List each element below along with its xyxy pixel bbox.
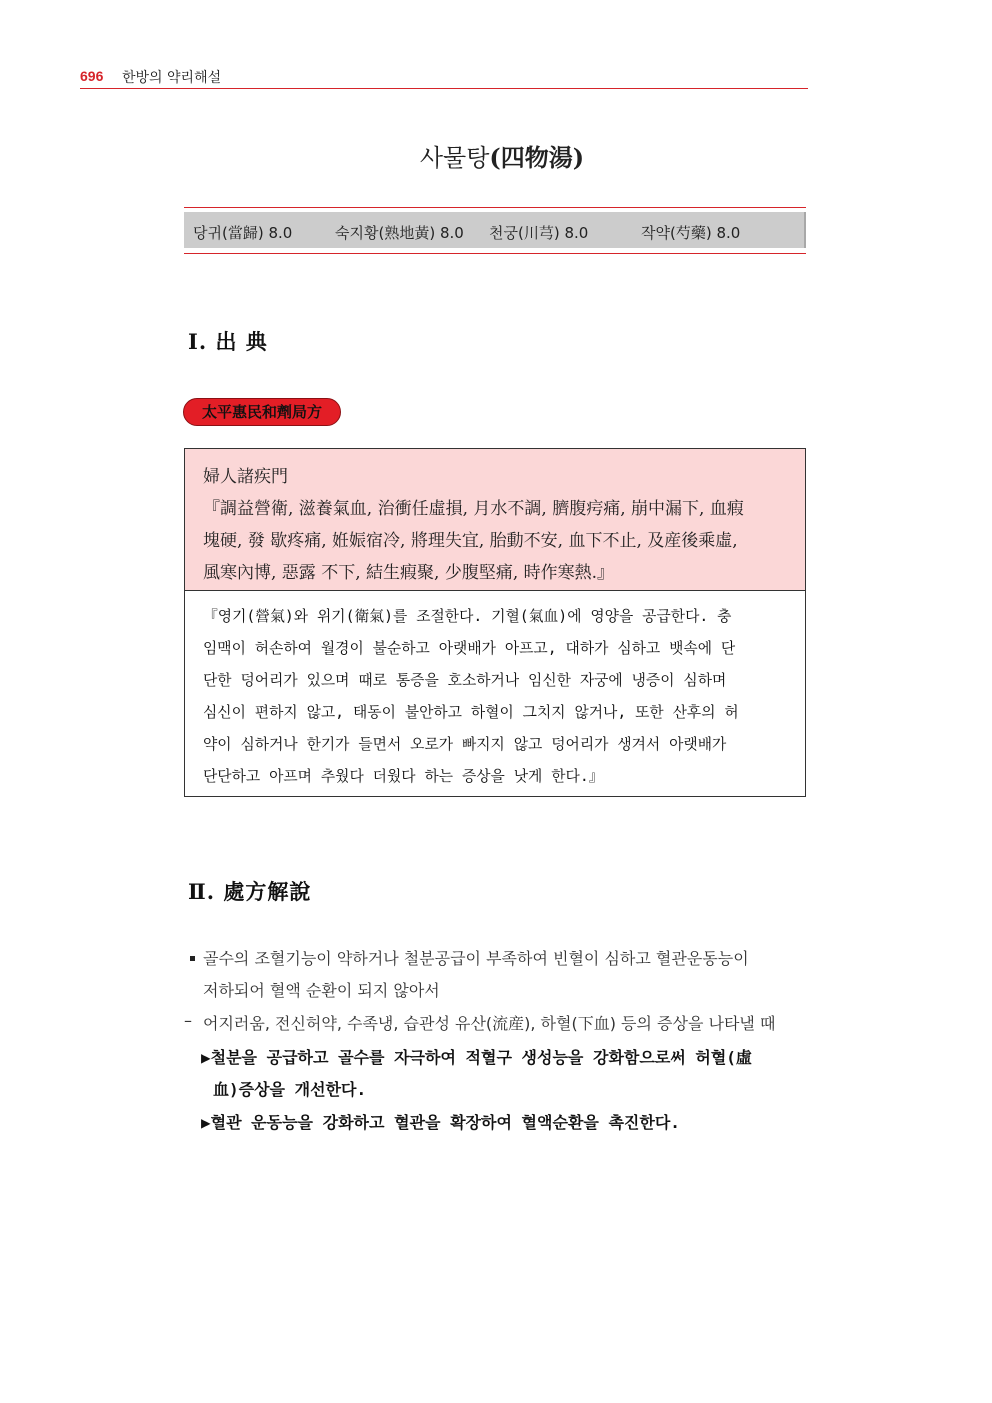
running-header-title: 한방의 약리해설 [122,70,222,86]
arrow-right-icon: ▶ [201,1048,211,1067]
arrow-right-icon: ▶ [201,1113,211,1132]
arrow-item-text: 혈관 운동능을 강화하고 혈관을 확장하여 혈액순환을 촉진한다. [210,1113,680,1132]
title-korean: 사물탕 [419,144,490,172]
original-text-line: 『調益營衛, 滋養氣血, 治衝任虛損, 月水不調, 臍腹疞痛, 崩中漏下, 血瘕 [203,499,744,519]
title-hanja: (四物湯) [489,143,585,172]
translation-text-line: 『영기(營氣)와 위기(衛氣)를 조절한다. 기혈(氣血)에 영양을 공급한다. 충 [203,608,732,625]
translation-text-line: 약이 심하거나 한기가 들면서 오로가 빠지지 않고 덩어리가 생겨서 아랫배가 [203,736,727,753]
arrow-item-text: 철분을 공급하고 골수를 자극하여 적혈구 생성능을 강화함으로써 허혈(虛 [210,1048,752,1067]
source-label-badge: 太平惠民和劑局方 [183,398,341,426]
arrow-item [201,1045,752,1068]
bullet-text-line: 골수의 조혈기능이 약하거나 철분공급이 부족하여 빈혈이 심하고 혈관운동능이 [203,949,749,968]
arrow-item-continuation: 血)증상을 개선한다. [213,1080,367,1099]
ingredient-item: 천궁(川芎) 8.0 [489,224,589,242]
ingredient-item: 숙지황(熟地黃) 8.0 [335,224,464,242]
prescription-title [0,138,992,173]
section-heading-source: Ⅰ. 出 典 [188,329,268,354]
original-text-line: 風寒內博, 惡露 不下, 結生瘕聚, 少腹堅痛, 時作寒熱.』 [203,563,615,583]
page-number: 696 [80,68,104,84]
section-heading-explanation: Ⅱ. 處方解說 [188,879,312,904]
ingredient-bottom-rule [184,253,806,254]
dash-marker: – [184,1011,192,1030]
bullet-text-line: 저하되어 혈액 순환이 되지 않아서 [203,981,440,1000]
ingredient-item: 당귀(當歸) 8.0 [193,224,293,242]
translation-text-line: 단한 덩어리가 있으며 때로 통증을 호소하거나 임신한 자궁에 냉증이 심하며 [203,672,727,689]
ingredient-item: 작약(芍藥) 8.0 [641,224,741,242]
original-text-line: 塊硬, 發 歇疼痛, 姙娠宿冷, 將理失宜, 胎動不安, 血下不止, 及産後乘虛, [203,531,738,551]
bullet-square-icon [190,956,195,961]
translation-text-line: 임맥이 허손하여 월경이 불순하고 아랫배가 아프고, 대하가 심하고 뱃속에 단 [203,640,736,657]
dash-text-line: 어지러움, 전신허약, 수족냉, 습관성 유산(流産), 하혈(下血) 등의 증상을 나타낼 때 [203,1014,776,1033]
header-rule [80,88,808,89]
translation-text-line: 단단하고 아프며 추웠다 더웠다 하는 증상을 낫게 한다.』 [203,768,604,785]
arrow-item [201,1110,680,1133]
translation-text-line: 심신이 편하지 않고, 태동이 불안하고 하혈이 그치지 않거나, 또한 산후의 허 [203,704,739,721]
original-text-line: 婦人諸疾門 [203,467,288,487]
ingredient-top-rule [184,207,806,208]
